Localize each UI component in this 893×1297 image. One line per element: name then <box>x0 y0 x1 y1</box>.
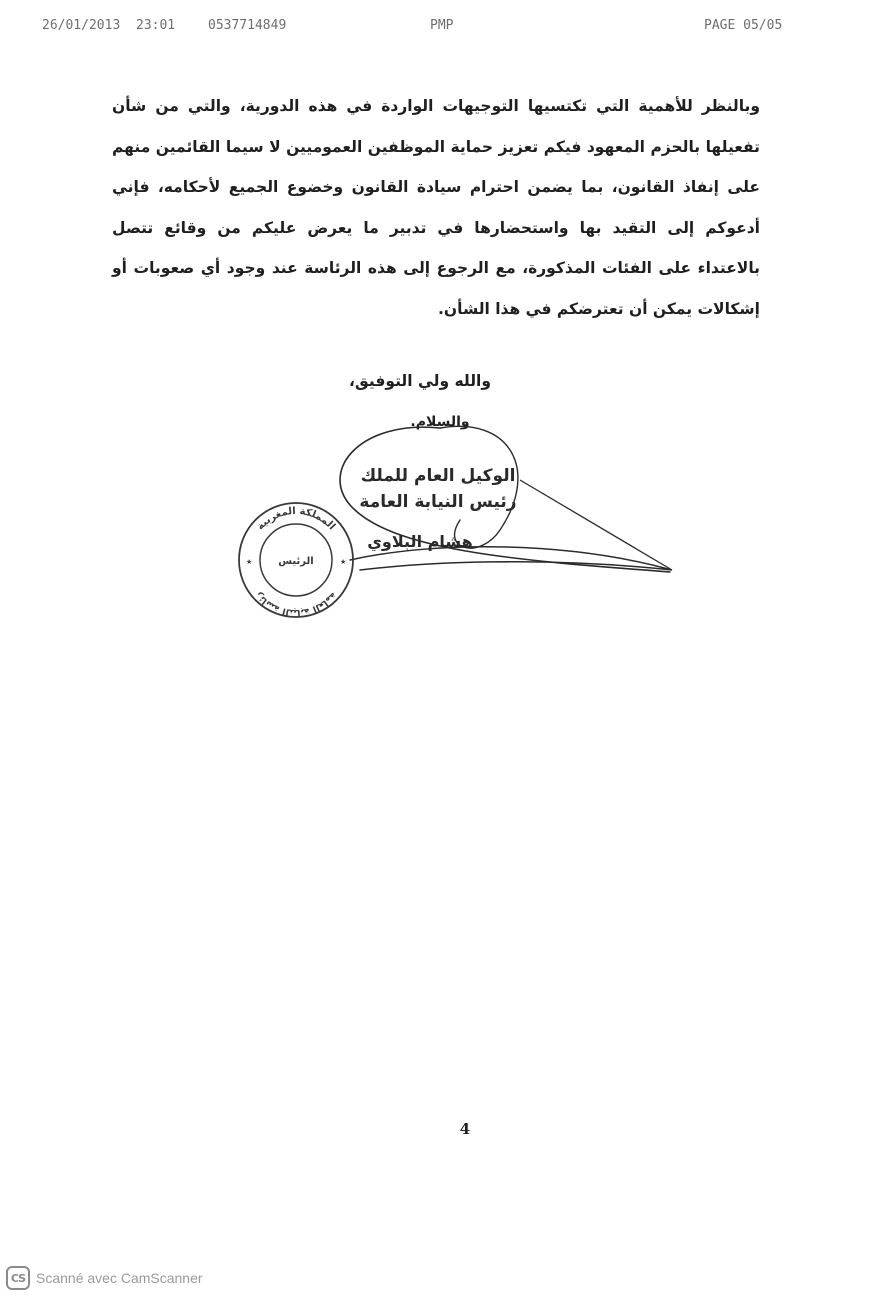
handwritten-signature <box>320 410 690 600</box>
stamp-star-icon: ★ <box>340 558 347 566</box>
stamp-center-text: الرئيس <box>278 556 314 567</box>
signatory-name: هشام البلاوي <box>367 532 473 551</box>
camscanner-logo-icon: CS <box>6 1266 30 1290</box>
salutation: والسلام. <box>410 414 470 430</box>
fax-id: PMP <box>430 18 454 33</box>
paragraph-line: المذكورة، مع الرجوع إلى هذه الرئاسة عند وجود أي صعوبات أو إشكالات يمكن أن تعترضكم <box>112 259 760 318</box>
svg-text:رئاسة النيابة العامة <box>254 590 338 617</box>
stamp-bottom-text: رئاسة النيابة العامة <box>253 589 339 618</box>
page-number: 4 <box>459 1120 471 1138</box>
paragraph-line: في هذا الشأن. <box>438 299 552 318</box>
fax-page-indicator: PAGE 05/05 <box>704 18 783 33</box>
stamp-star-icon: ★ <box>246 558 253 566</box>
paragraph-line: وبالنظر للأهمية التي تكتسيها التوجيهات الواردة في هذه الدورية، والتي من شأن <box>112 97 760 115</box>
scanner-watermark-text: Scanné avec CamScanner <box>36 1270 203 1286</box>
fax-header <box>0 18 893 38</box>
official-stamp <box>236 500 356 620</box>
signatory-office: رئيس النيابة العامة <box>359 492 517 512</box>
paragraph-line: تفعيلها بالحزم المعهود فيكم تعزيز حماية الموظفين العموميين لا سيما القائمين منهم على <box>112 137 760 196</box>
closing-line: والله ولي التوفيق، <box>349 372 491 390</box>
stamp-top-text: المملكة المغربية <box>255 505 338 533</box>
letter-paragraph <box>112 86 760 329</box>
fax-number: 0537714849 <box>208 18 287 33</box>
scanner-watermark <box>6 1264 203 1292</box>
fax-time: 23:01 <box>136 18 176 33</box>
paragraph-line: التقيد بها واستحضارها في تدبير ما يعرض عليكم من وقائع تتصل بالاعتداء على الفئات <box>112 218 760 277</box>
fax-date: 26/01/2013 <box>42 18 121 33</box>
signatory-title: الوكيل العام للملك <box>360 466 516 486</box>
paragraph-line: إنفاذ القانون، بما يضمن احترام سيادة القانون وخضوع الجميع لأحكامه، فإني أدعوكم إلى <box>112 178 760 237</box>
